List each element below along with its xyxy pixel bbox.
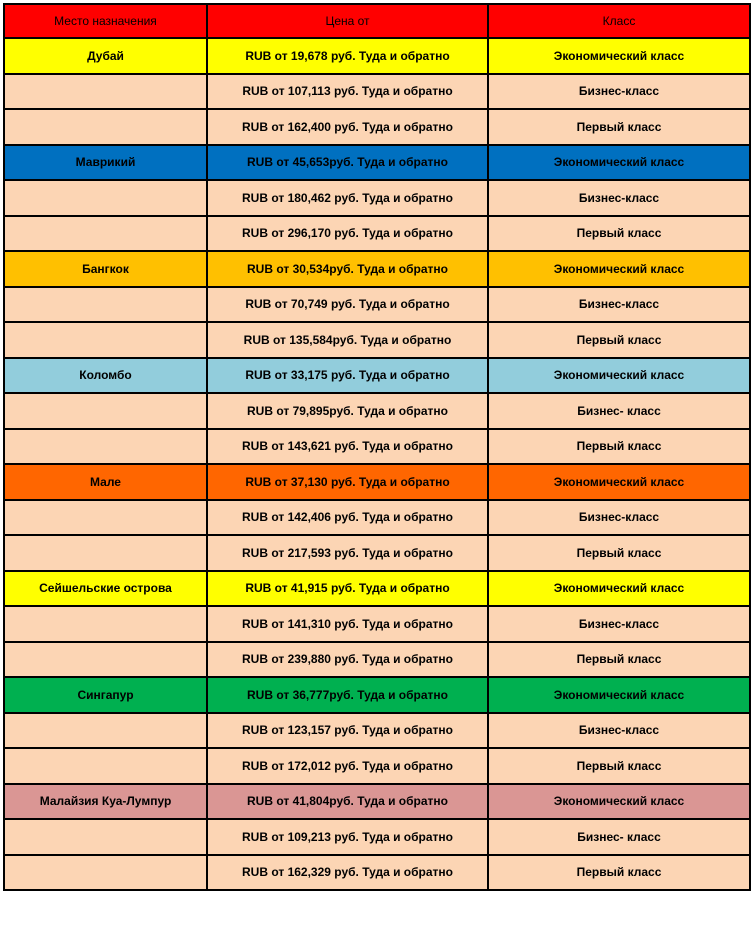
destination-cell	[4, 606, 207, 642]
class-cell: Экономический класс	[488, 358, 750, 394]
price-cell: RUB от 109,213 руб. Туда и обратно	[207, 819, 488, 855]
table-row	[4, 713, 750, 749]
price-table	[3, 3, 751, 891]
table-row	[4, 606, 750, 642]
destination-cell: Мале	[4, 464, 207, 500]
destination-cell	[4, 535, 207, 571]
table-row	[4, 358, 750, 394]
class-cell: Экономический класс	[488, 677, 750, 713]
destination-cell: Сейшельские острова	[4, 571, 207, 607]
price-cell: RUB от 239,880 руб. Туда и обратно	[207, 642, 488, 678]
price-cell: RUB от 33,175 руб. Туда и обратно	[207, 358, 488, 394]
price-cell: RUB от 162,329 руб. Туда и обратно	[207, 855, 488, 891]
price-cell: RUB от 37,130 руб. Туда и обратно	[207, 464, 488, 500]
table-row	[4, 535, 750, 571]
class-cell: Бизнес- класс	[488, 393, 750, 429]
destination-cell	[4, 642, 207, 678]
price-cell: RUB от 135,584руб. Туда и обратно	[207, 322, 488, 358]
table-row	[4, 429, 750, 465]
table-row	[4, 180, 750, 216]
destination-cell	[4, 287, 207, 323]
price-cell: RUB от 30,534руб. Туда и обратно	[207, 251, 488, 287]
price-cell: RUB от 45,653руб. Туда и обратно	[207, 145, 488, 181]
table-row	[4, 287, 750, 323]
destination-cell	[4, 180, 207, 216]
destination-cell: Малайзия Куа-Лумпур	[4, 784, 207, 820]
price-cell: RUB от 162,400 руб. Туда и обратно	[207, 109, 488, 145]
price-cell: RUB от 123,157 руб. Туда и обратно	[207, 713, 488, 749]
destination-cell	[4, 393, 207, 429]
class-cell: Бизнес-класс	[488, 180, 750, 216]
destination-cell: Дубай	[4, 38, 207, 74]
class-cell: Первый класс	[488, 109, 750, 145]
class-cell: Первый класс	[488, 855, 750, 891]
class-cell: Первый класс	[488, 322, 750, 358]
class-cell: Бизнес-класс	[488, 606, 750, 642]
table-row	[4, 571, 750, 607]
price-cell: RUB от 36,777руб. Туда и обратно	[207, 677, 488, 713]
destination-cell	[4, 500, 207, 536]
table-row	[4, 784, 750, 820]
table-row	[4, 819, 750, 855]
table-row	[4, 677, 750, 713]
price-cell: RUB от 79,895руб. Туда и обратно	[207, 393, 488, 429]
table-row	[4, 74, 750, 110]
destination-cell: Сингапур	[4, 677, 207, 713]
class-cell: Экономический класс	[488, 251, 750, 287]
destination-cell	[4, 216, 207, 252]
price-cell: RUB от 296,170 руб. Туда и обратно	[207, 216, 488, 252]
destination-cell	[4, 748, 207, 784]
price-cell: RUB от 143,621 руб. Туда и обратно	[207, 429, 488, 465]
destination-cell	[4, 74, 207, 110]
table-row	[4, 109, 750, 145]
header-row	[4, 4, 750, 38]
price-cell: RUB от 107,113 руб. Туда и обратно	[207, 74, 488, 110]
table-row	[4, 393, 750, 429]
class-cell: Бизнес-класс	[488, 74, 750, 110]
destination-cell	[4, 855, 207, 891]
price-cell: RUB от 70,749 руб. Туда и обратно	[207, 287, 488, 323]
destination-cell	[4, 713, 207, 749]
destination-cell	[4, 322, 207, 358]
class-cell: Бизнес- класс	[488, 819, 750, 855]
class-cell: Бизнес-класс	[488, 287, 750, 323]
class-cell: Первый класс	[488, 535, 750, 571]
price-cell: RUB от 142,406 руб. Туда и обратно	[207, 500, 488, 536]
class-cell: Экономический класс	[488, 38, 750, 74]
price-cell: RUB от 41,915 руб. Туда и обратно	[207, 571, 488, 607]
destination-cell: Коломбо	[4, 358, 207, 394]
destination-cell	[4, 819, 207, 855]
class-cell: Первый класс	[488, 216, 750, 252]
price-cell: RUB от 141,310 руб. Туда и обратно	[207, 606, 488, 642]
header-destination: Место назначения	[4, 4, 207, 38]
class-cell: Первый класс	[488, 748, 750, 784]
table-row	[4, 251, 750, 287]
class-cell: Бизнес-класс	[488, 500, 750, 536]
destination-cell: Бангкок	[4, 251, 207, 287]
table-row	[4, 216, 750, 252]
destination-cell: Маврикий	[4, 145, 207, 181]
table-row	[4, 500, 750, 536]
class-cell: Экономический класс	[488, 464, 750, 500]
class-cell: Первый класс	[488, 642, 750, 678]
table-body	[4, 38, 750, 890]
header-class: Класс	[488, 4, 750, 38]
table-row	[4, 464, 750, 500]
class-cell: Экономический класс	[488, 145, 750, 181]
table-row	[4, 642, 750, 678]
price-cell: RUB от 217,593 руб. Туда и обратно	[207, 535, 488, 571]
table-row	[4, 855, 750, 891]
price-cell: RUB от 172,012 руб. Туда и обратно	[207, 748, 488, 784]
table-row	[4, 38, 750, 74]
price-cell: RUB от 180,462 руб. Туда и обратно	[207, 180, 488, 216]
table-row	[4, 145, 750, 181]
destination-cell	[4, 429, 207, 465]
price-cell: RUB от 41,804руб. Туда и обратно	[207, 784, 488, 820]
class-cell: Бизнес-класс	[488, 713, 750, 749]
table-row	[4, 748, 750, 784]
class-cell: Первый класс	[488, 429, 750, 465]
header-price: Цена от	[207, 4, 488, 38]
price-cell: RUB от 19,678 руб. Туда и обратно	[207, 38, 488, 74]
class-cell: Экономический класс	[488, 784, 750, 820]
destination-cell	[4, 109, 207, 145]
class-cell: Экономический класс	[488, 571, 750, 607]
table-row	[4, 322, 750, 358]
